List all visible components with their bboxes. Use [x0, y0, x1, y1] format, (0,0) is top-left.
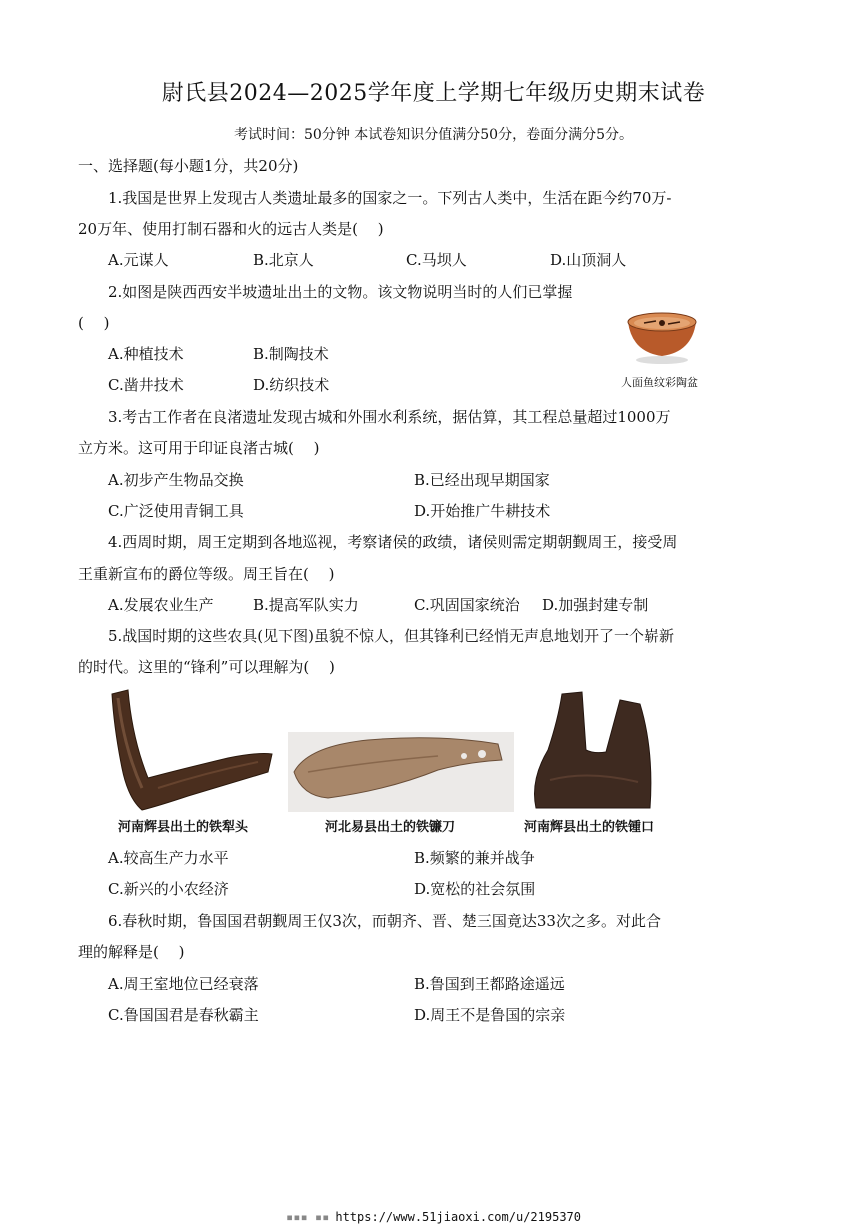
q5-option-a: A.较高生产力水平: [108, 849, 229, 867]
q5-image-caption-1: 河南辉县出土的铁犁头: [118, 820, 249, 835]
section-heading: 一、选择题(每小题1分，共20分): [78, 157, 299, 175]
q3-option-d: D.开始推广牛耕技术: [414, 502, 551, 520]
q6-option-d: D.周王不是鲁国的宗亲: [414, 1006, 566, 1024]
q5-stem-line2: 的时代。这里的“锋利”可以理解为( ): [78, 658, 335, 676]
q1-option-b: B.北京人: [253, 251, 314, 269]
q6-stem-line1: 6.春秋时期，鲁国国君朝觐周王仅3次，而朝齐、晋、楚三国竟达33次之多。对此合: [108, 912, 661, 930]
footer-mark-icon: ▪▪▪ ▪▪: [286, 1210, 330, 1224]
q1-option-c: C.马坝人: [406, 251, 467, 269]
q2-stem-line1: 2.如图是陕西西安半坡遗址出土的文物。该文物说明当时的人们已掌握: [108, 283, 573, 301]
q2-image-caption: 人面鱼纹彩陶盆: [621, 376, 698, 389]
q1-stem-line1: 1.我国是世界上发现古人类遗址最多的国家之一。下列古人类中，生活在距今约70万-: [108, 189, 672, 207]
q4-option-d: D.加强封建专制: [542, 596, 649, 614]
q3-stem-line2: 立方米。这可用于印证良渚古城( ): [78, 439, 320, 457]
iron-sickle-image: [288, 732, 514, 812]
footer-url[interactable]: https://www.51jiaoxi.com/u/2195370: [335, 1210, 581, 1224]
q3-option-b: B.已经出现早期国家: [414, 471, 550, 489]
q3-option-a: A.初步产生物品交换: [108, 471, 244, 489]
q4-stem-line1: 4.西周时期，周王定期到各地巡视，考察诸侯的政绩，诸侯则需定期朝觐周王，接受周: [108, 533, 678, 551]
q4-option-b: B.提高军队实力: [253, 596, 359, 614]
q6-option-c: C.鲁国国君是春秋霸主: [108, 1006, 259, 1024]
q5-option-d: D.宽松的社会氛围: [414, 880, 536, 898]
q6-stem-line2: 理的解释是( ): [78, 943, 185, 961]
exam-info: 考试时间：50分钟 本试卷知识分值满分50分，卷面分满分5分。: [234, 127, 633, 143]
q4-stem-line2: 王重新宣布的爵位等级。周王旨在( ): [78, 565, 335, 583]
iron-plow-image: [108, 688, 276, 814]
q1-option-d: D.山顶洞人: [550, 251, 627, 269]
q2-option-a: A.种植技术: [108, 345, 184, 363]
q4-option-c: C.巩固国家统治: [414, 596, 520, 614]
q3-stem-line1: 3.考古工作者在良渚遗址发现古城和外围水利系统，据估算，其工程总量超过1000万: [108, 408, 671, 426]
q5-option-c: C.新兴的小农经济: [108, 880, 229, 898]
q2-option-d: D.纺织技术: [253, 376, 330, 394]
q5-option-b: B.频繁的兼并战争: [414, 849, 535, 867]
q5-image-caption-2: 河北易县出土的铁镰刀: [325, 820, 456, 835]
q6-option-b: B.鲁国到王都路途遥远: [414, 975, 565, 993]
q5-stem-line1: 5.战国时期的这些农具(见下图)虽貌不惊人，但其锋利已经悄无声息地划开了一个崭新: [108, 627, 675, 645]
q5-image-caption-3: 河南辉县出土的铁锺口: [524, 820, 655, 835]
pottery-basin-image: [622, 308, 702, 368]
iron-hoe-image: [528, 690, 656, 812]
q2-option-b: B.制陶技术: [253, 345, 329, 363]
q4-option-a: A.发展农业生产: [108, 596, 214, 614]
q1-option-a: A.元谋人: [108, 251, 169, 269]
q6-option-a: A.周王室地位已经衰落: [108, 975, 259, 993]
q3-option-c: C.广泛使用青铜工具: [108, 502, 244, 520]
q2-option-c: C.凿井技术: [108, 376, 184, 394]
q2-stem-line2: ( ): [78, 314, 110, 332]
q1-stem-line2: 20万年、使用打制石器和火的远古人类是( ): [78, 220, 384, 238]
footer-watermark: [0, 1210, 867, 1224]
page-title: 尉氏县2024—2025学年度上学期七年级历史期末试卷: [161, 81, 706, 106]
